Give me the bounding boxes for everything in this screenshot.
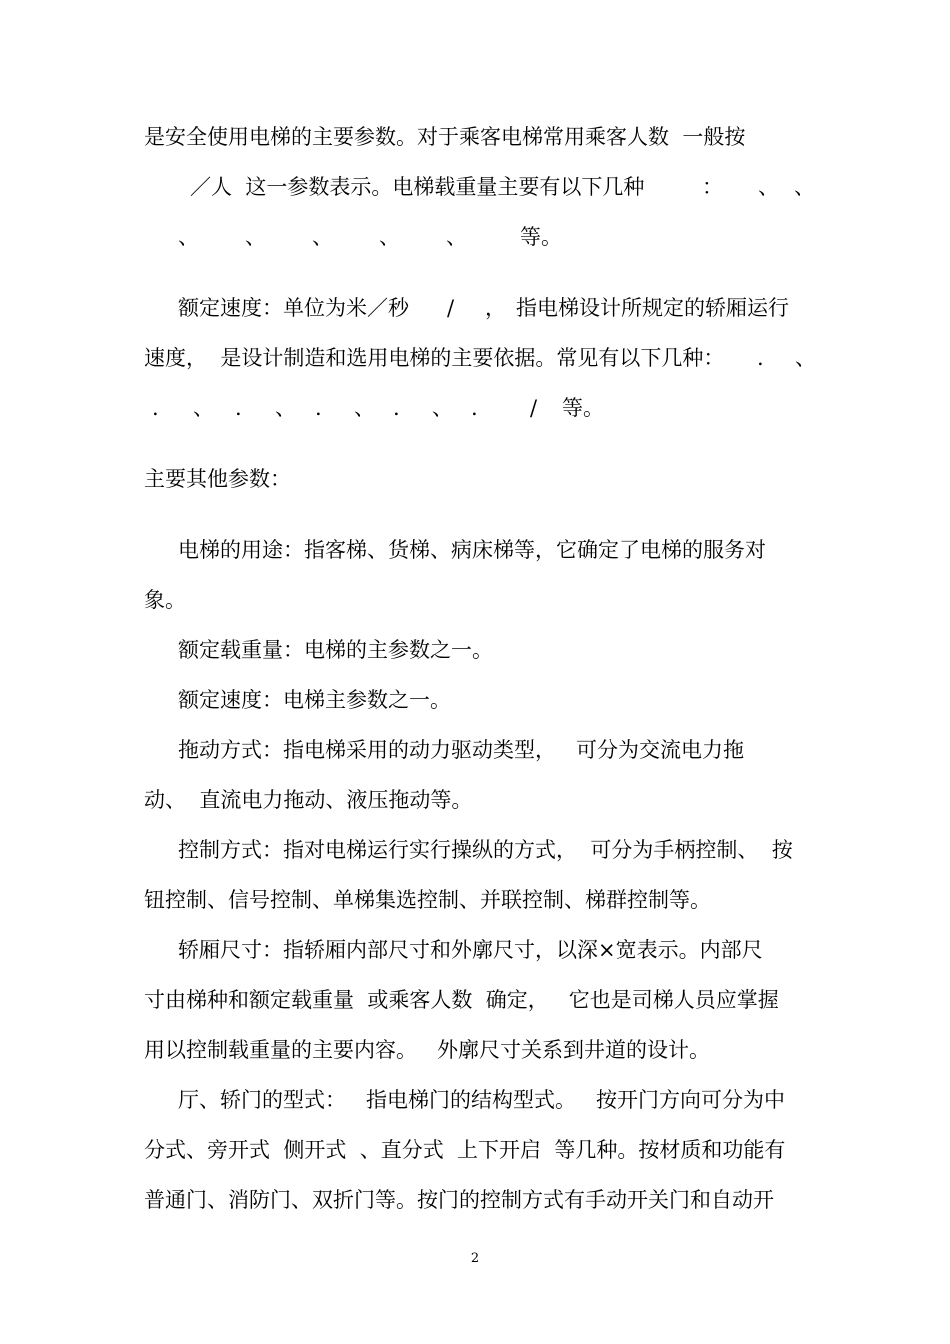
text-segment: 、	[379, 225, 400, 249]
text-line	[0, 1180, 950, 1220]
text-segment: ／人 这一参数表示。电梯载重量主要有以下几种	[190, 175, 645, 199]
text-segment: 用以控制载重量的主要内容。 外廓尺寸关系到井道的设计。	[144, 1038, 711, 1062]
text-line	[0, 680, 950, 720]
text-segment: 、	[794, 175, 815, 199]
text-line	[0, 730, 950, 770]
text-segment: 寸由梯种和额定载重量 或乘客人数 确定， 它也是司梯人员应掌握	[144, 988, 779, 1012]
text-line	[0, 1030, 950, 1070]
text-line	[0, 530, 950, 570]
text-line	[0, 880, 950, 920]
text-segment: 、	[795, 346, 816, 370]
page-number: 2	[470, 1251, 480, 1266]
text-line	[0, 980, 950, 1020]
text-segment: .	[757, 346, 764, 370]
text-segment: 、	[245, 225, 266, 249]
text-line	[0, 217, 950, 257]
text-segment: 、	[193, 396, 214, 420]
text-segment: .	[471, 396, 478, 420]
text-segment: 指电梯设计所规定的轿厢运行	[516, 296, 789, 320]
text-segment: .	[315, 396, 322, 420]
text-segment: 等。	[562, 396, 604, 420]
text-segment: 额定载重量：电梯的主参数之一。	[178, 638, 493, 662]
text-segment: 象。	[144, 588, 186, 612]
text-segment: 、	[354, 396, 375, 420]
text-segment: 主要其他参数：	[144, 467, 291, 491]
text-segment: .	[152, 396, 159, 420]
text-segment: 等。	[520, 225, 562, 249]
text-segment: 额定速度：电梯主参数之一。	[178, 688, 451, 712]
text-line	[0, 780, 950, 820]
text-segment: 拖动方式：指电梯采用的动力驱动类型， 可分为交流电力拖	[178, 738, 745, 762]
text-segment: 分式、旁开式 侧开式 、直分式 上下开启 等几种。按材质和功能有	[144, 1138, 786, 1162]
text-line	[0, 388, 950, 428]
text-segment: 、	[446, 225, 467, 249]
text-line	[0, 338, 950, 378]
text-line	[0, 1130, 950, 1170]
text-segment: 动、 直流电力拖动、液压拖动等。	[144, 788, 473, 812]
text-line	[0, 117, 950, 157]
text-segment: 、	[178, 225, 199, 249]
text-segment: .	[393, 396, 400, 420]
text-segment: /	[530, 396, 538, 420]
text-line	[0, 167, 950, 207]
text-segment: 额定速度：单位为米／秒	[178, 296, 409, 320]
text-line	[0, 580, 950, 620]
text-segment: 轿厢尺寸：指轿厢内部尺寸和外廓尺寸，以深×宽表示。内部尺	[178, 938, 763, 962]
text-segment: 钮控制、信号控制、单梯集选控制、并联控制、梯群控制等。	[144, 888, 711, 912]
text-segment: 、	[312, 225, 333, 249]
text-segment: ：	[702, 175, 723, 199]
text-line	[0, 459, 950, 499]
text-segment: 普通门、消防门、双折门等。按门的控制方式有手动开关门和自动开	[144, 1188, 774, 1212]
text-segment: 电梯的用途：指客梯、货梯、病床梯等，它确定了电梯的服务对	[178, 538, 766, 562]
text-line	[0, 830, 950, 870]
text-segment: 是安全使用电梯的主要参数。对于乘客电梯常用乘客人数 一般按	[144, 125, 746, 149]
text-segment: 厅、轿门的型式： 指电梯门的结构型式。 按开门方向可分为中	[178, 1088, 786, 1112]
text-line	[0, 288, 950, 328]
text-segment: 控制方式：指对电梯运行实行操纵的方式， 可分为手柄控制、 按	[178, 838, 793, 862]
text-segment: 速度， 是设计制造和选用电梯的主要依据。常见有以下几种：	[144, 346, 725, 370]
text-line	[0, 930, 950, 970]
text-line	[0, 1080, 950, 1120]
text-segment: 、	[432, 396, 453, 420]
text-line	[0, 630, 950, 670]
text-segment: /	[447, 296, 455, 320]
text-segment: .	[235, 396, 242, 420]
text-segment: 、	[758, 175, 779, 199]
text-segment: ，	[485, 296, 506, 320]
text-segment: 、	[275, 396, 296, 420]
